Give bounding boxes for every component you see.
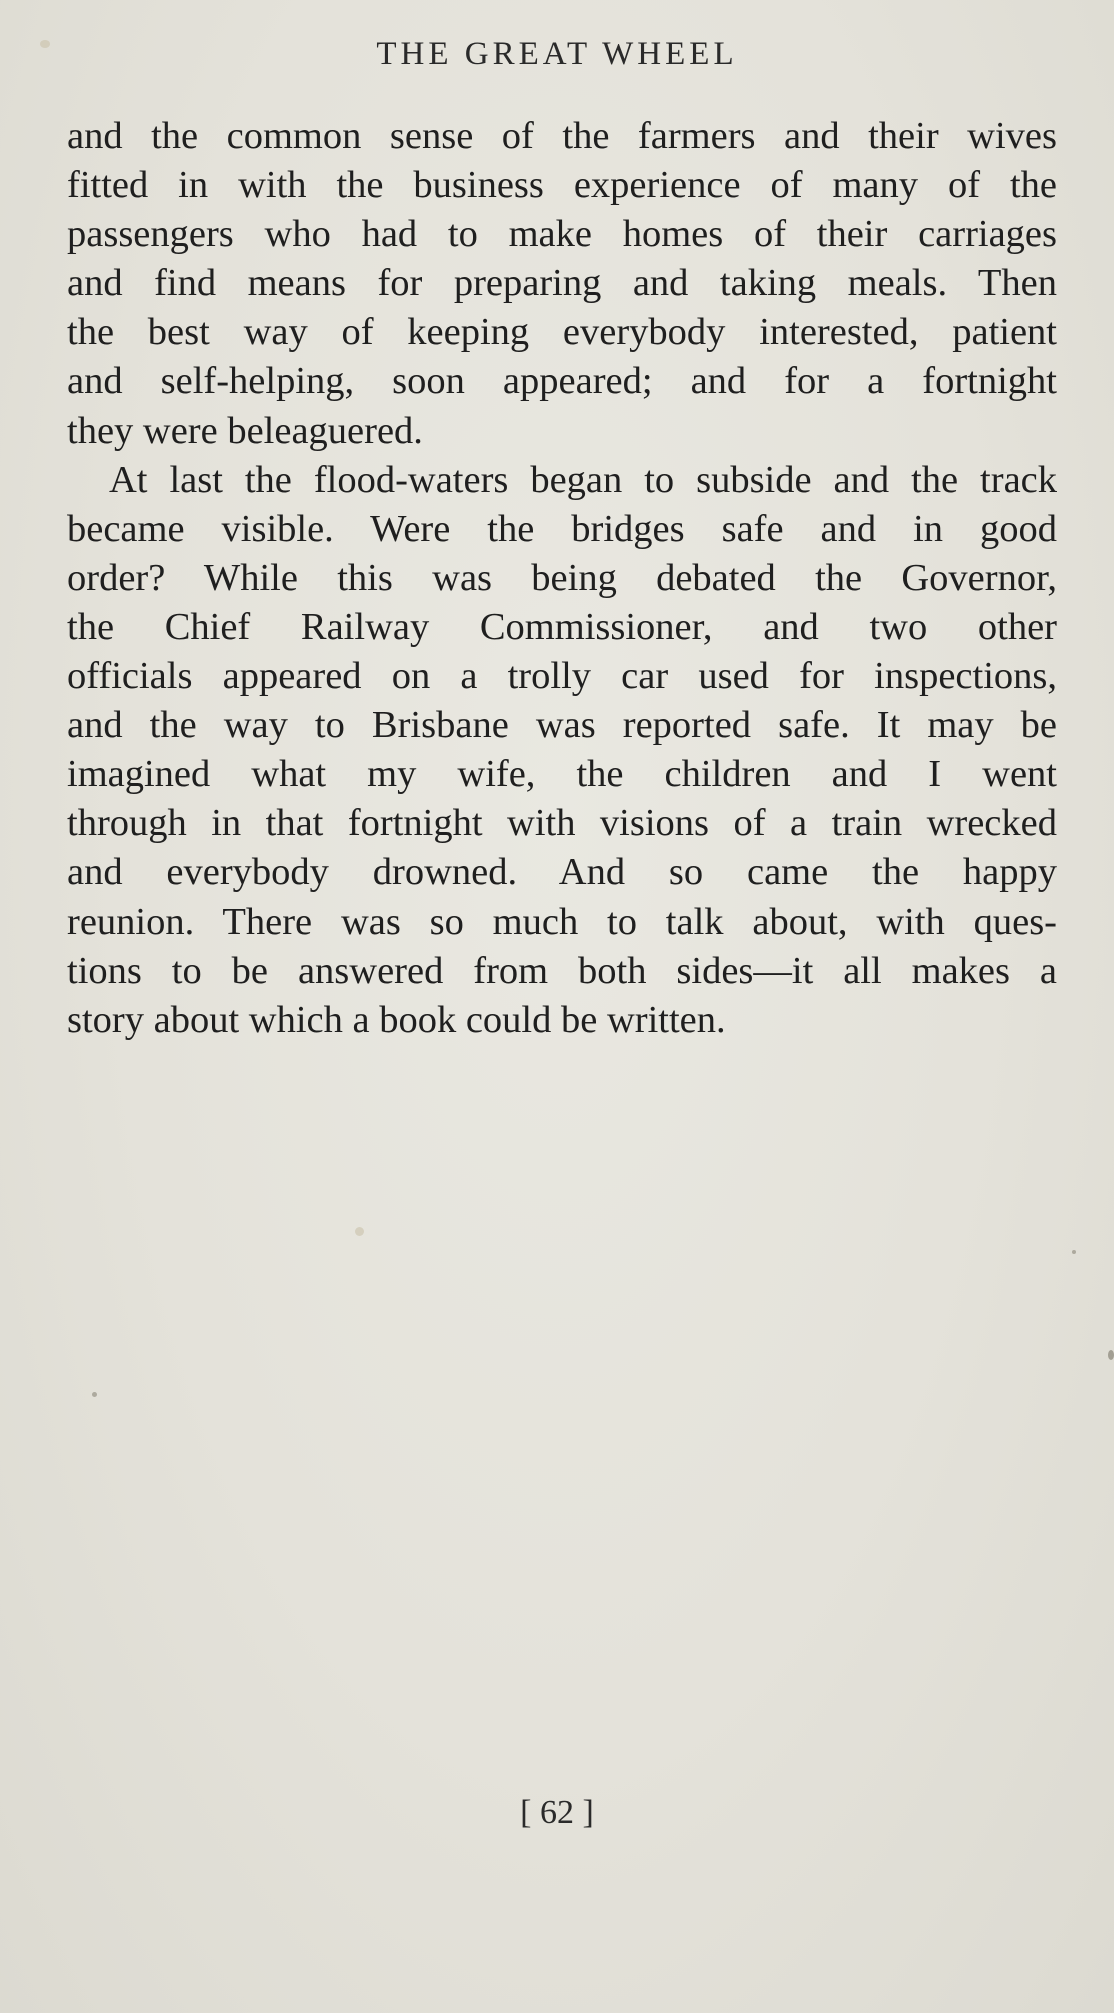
- page-number: [ 62 ]: [520, 1794, 594, 1831]
- body-text: [67, 112, 1057, 1045]
- text-line: reunion. There was so much to talk about, with ques-: [67, 900, 1057, 943]
- text-line: and everybody drowned. And so came the happy: [67, 851, 1057, 894]
- text-line: fitted in with the business experience of many of the: [67, 164, 1057, 207]
- text-line: became visible. Were the bridges safe and in good: [67, 507, 1057, 550]
- paragraph: [67, 112, 1057, 456]
- text-line: passengers who had to make homes of their carriages: [67, 213, 1057, 256]
- text-line: and the common sense of the farmers and their wives: [67, 115, 1057, 157]
- running-head: THE GREAT WHEEL: [376, 36, 738, 72]
- text-line: story about which a book could be written.: [67, 998, 726, 1041]
- text-line: tions to be answered from both sides—it all makes a: [67, 949, 1057, 992]
- text-line: At last the flood-waters began to subside and the track: [109, 458, 1057, 501]
- text-line: and find means for preparing and taking meals. Then: [67, 262, 1057, 305]
- text-line: order? While this was being debated the Governor,: [67, 556, 1057, 599]
- text-line: through in that fortnight with visions of a train wrecked: [67, 802, 1057, 845]
- text-line: and self-helping, soon appeared; and for a fortnight: [67, 360, 1057, 403]
- text-line: the Chief Railway Commissioner, and two other: [67, 605, 1057, 648]
- paper-speck: [92, 1392, 97, 1397]
- paper-speck: [1072, 1250, 1076, 1254]
- text-line: they were beleaguered.: [67, 409, 423, 452]
- text-line: the best way of keeping everybody interested, patient: [67, 311, 1057, 354]
- paper-speck: [355, 1227, 364, 1236]
- paper-speck: [1108, 1350, 1114, 1360]
- text-line: and the way to Brisbane was reported safe. It may be: [67, 704, 1057, 747]
- text-line: officials appeared on a trolly car used for inspections,: [67, 655, 1057, 698]
- text-line: imagined what my wife, the children and I went: [67, 753, 1057, 796]
- paragraph: [67, 456, 1057, 1045]
